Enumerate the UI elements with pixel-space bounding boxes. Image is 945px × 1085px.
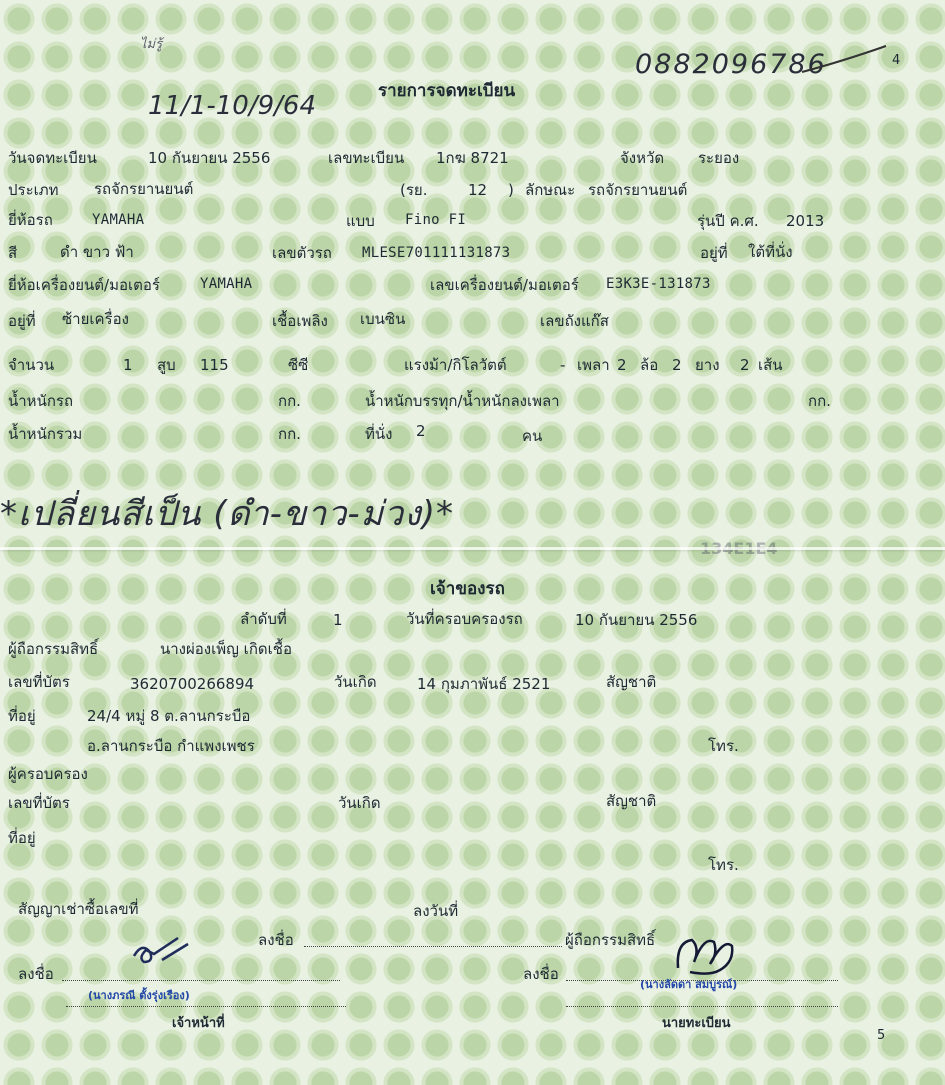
- wheel-label: ล้อ: [640, 356, 659, 374]
- lease-label: สัญญาเช่าซื้อเลขที่: [18, 900, 139, 918]
- registrar-name-line: [566, 1006, 838, 1007]
- officer-name-line: [66, 1006, 346, 1007]
- seats-value: 2: [416, 422, 426, 440]
- cc-label: ซีซี: [288, 356, 309, 374]
- fold-line: [0, 547, 945, 550]
- style-label: ลักษณะ: [525, 181, 576, 199]
- model-value: Fino FI: [405, 212, 467, 228]
- plate-label: เลขทะเบียน: [328, 149, 405, 167]
- color-change-note: *เปลี่ยนสีเป็น (ดำ-ขาว-ม่วง)*: [0, 494, 454, 534]
- officer-sign-label: ลงชื่อ: [18, 965, 54, 983]
- registrar-signature: [670, 932, 750, 982]
- cyl-label: สูบ: [157, 356, 176, 374]
- tire-label: ยาง: [695, 356, 720, 374]
- engine-no-value: E3K3E-131873: [606, 276, 711, 292]
- holder-sign-caption: ผู้ถือกรรมสิทธิ์: [565, 931, 656, 949]
- cc-value: 115: [200, 356, 229, 374]
- engine-brand-label: ยี่ห้อเครื่องยนต์/มอเตอร์: [8, 276, 160, 294]
- nationality-label: สัญชาติ: [606, 673, 657, 691]
- load-label: น้ำหนักบรรทุก/น้ำหนักลงเพลา: [365, 392, 560, 410]
- brand-value: YAMAHA: [92, 212, 145, 228]
- fuel-value: เบนซิน: [360, 310, 406, 328]
- wheel-value: 2: [672, 356, 682, 374]
- chassis-value: MLESE701111131873: [362, 245, 511, 261]
- officer-name-stamp: (นางภรณี ตั้งรุ่งเรือง): [88, 989, 190, 1002]
- owner-title: เจ้าของรถ: [430, 579, 505, 599]
- model-label: แบบ: [346, 212, 375, 230]
- weight-label: น้ำหนักรถ: [8, 392, 74, 410]
- address-line1: 24/4 หมู่ 8 ต.ลานกระบือ: [87, 707, 251, 725]
- axle-label: เพลา: [577, 356, 610, 374]
- possessor-dob-label: วันเกิด: [338, 794, 381, 812]
- officer-signature: [128, 934, 198, 974]
- possessor-phone-label: โทร.: [708, 856, 739, 874]
- year-value: 2013: [786, 212, 825, 230]
- gas-tank-label: เลขถังแก๊ส: [540, 312, 609, 330]
- reg-date-label: วันจดทะเบียน: [8, 149, 97, 167]
- plate-value: 1กฆ 8721: [436, 149, 509, 167]
- handwritten-date: 11/1-10/9/64: [148, 91, 316, 121]
- total-weight-unit: กก.: [278, 425, 301, 443]
- phone-underline-stroke: [800, 42, 890, 82]
- province-value: ระยอง: [698, 149, 740, 167]
- possessor-id-label: เลขที่บัตร: [8, 794, 70, 812]
- address-line2: อ.ลานกระบือ กำแพงเพชร: [87, 737, 255, 755]
- possessor-nationality-label: สัญชาติ: [606, 792, 657, 810]
- officer-sign-line: [62, 980, 340, 981]
- hp-value: -: [560, 356, 566, 374]
- type-label: ประเภท: [8, 181, 59, 199]
- province-label: จังหวัด: [620, 149, 665, 167]
- possessor-address-label: ที่อยู่: [8, 829, 36, 847]
- rs-close: ): [508, 181, 514, 199]
- weight-unit: กก.: [278, 392, 301, 410]
- dob-label: วันเกิด: [334, 673, 377, 691]
- chassis-loc-label: อยู่ที่: [700, 244, 728, 262]
- total-weight-label: น้ำหนักรวม: [8, 425, 83, 443]
- id-label: เลขที่บัตร: [8, 673, 70, 691]
- year-label: รุ่นปี ค.ศ.: [697, 212, 759, 230]
- fuel-label: เชื้อเพลิง: [272, 312, 328, 330]
- holder-name: นางผ่องเพ็ญ เกิดเชื้อ: [160, 640, 292, 658]
- possession-date-label: วันที่ครอบครองรถ: [406, 610, 523, 628]
- seats-unit: คน: [522, 427, 543, 445]
- brand-label: ยี่ห้อรถ: [8, 211, 53, 229]
- load-unit: กก.: [808, 392, 831, 410]
- count-label: จำนวน: [8, 356, 55, 374]
- tire-unit: เส้น: [758, 356, 783, 374]
- id-value: 3620700266894: [130, 675, 255, 693]
- engine-loc-label: อยู่ที่: [8, 312, 36, 330]
- address-label: ที่อยู่: [8, 707, 36, 725]
- registrar-title: นายทะเบียน: [662, 1016, 731, 1031]
- possessor-label: ผู้ครอบครอง: [8, 765, 88, 783]
- handwritten-phone: 0882096786: [635, 49, 827, 80]
- lease-date-label: ลงวันที่: [413, 902, 459, 920]
- engine-brand-value: YAMAHA: [200, 276, 253, 292]
- chassis-loc-value: ใต้ที่นั่ง: [748, 243, 793, 261]
- page-number-bottom: 5: [877, 1028, 886, 1043]
- possession-date-value: 10 กันยายน 2556: [575, 611, 698, 629]
- officer-title: เจ้าหน้าที่: [172, 1016, 225, 1031]
- seats-label: ที่นั่ง: [365, 425, 393, 443]
- order-value: 1: [333, 611, 343, 629]
- registrar-name-stamp: (นางลัดดา สมบูรณ์): [640, 978, 738, 991]
- phone-label: โทร.: [708, 737, 739, 755]
- color-label: สี: [8, 244, 18, 262]
- rs-label: (รย.: [400, 181, 428, 199]
- count-value: 1: [123, 356, 133, 374]
- faint-note: ไม่รู้: [140, 37, 163, 52]
- type-value: รถจักรยานยนต์: [94, 180, 194, 198]
- order-label: ลำดับที่: [240, 610, 287, 628]
- hp-label: แรงม้า/กิโลวัตต์: [404, 356, 507, 374]
- holder-sign-label: ลงชื่อ: [258, 931, 294, 949]
- style-value: รถจักรยานยนต์: [588, 181, 688, 199]
- reg-date: 10 กันยายน 2556: [148, 149, 271, 167]
- color-value: ดำ ขาว ฟ้า: [60, 243, 134, 261]
- dob-value: 14 กุมภาพันธ์ 2521: [417, 675, 551, 693]
- holder-sign-line: [304, 946, 562, 947]
- engine-loc-value: ซ้ายเครื่อง: [62, 310, 129, 328]
- registrar-sign-label: ลงชื่อ: [523, 965, 559, 983]
- registration-title: รายการจดทะเบียน: [378, 81, 516, 101]
- page-number-top: 4: [892, 53, 901, 68]
- tire-value: 2: [740, 356, 750, 374]
- chassis-label: เลขตัวรถ: [272, 244, 332, 262]
- axle-value: 2: [617, 356, 627, 374]
- engine-no-label: เลขเครื่องยนต์/มอเตอร์: [430, 276, 579, 294]
- rs-value: 12: [468, 181, 488, 199]
- holder-label: ผู้ถือกรรมสิทธิ์: [8, 640, 99, 658]
